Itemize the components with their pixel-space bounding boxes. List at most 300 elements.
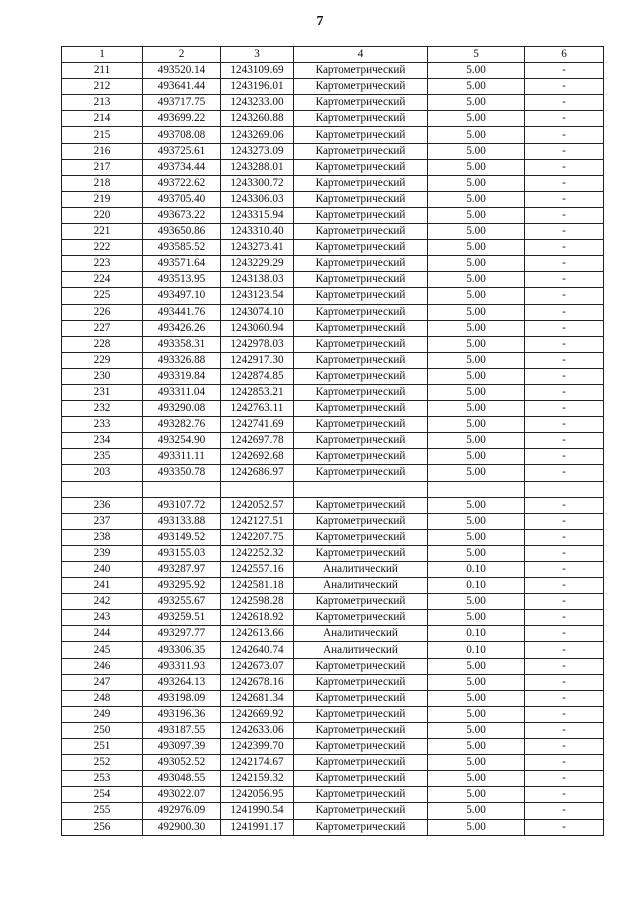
x-coordinate-cell: 493708.08 [143,127,221,143]
table-row [62,690,604,706]
y-coordinate-cell: 1242174.67 [221,755,294,771]
accuracy-cell: 5.00 [428,465,525,481]
y-coordinate-cell: 1242159.32 [221,771,294,787]
point-number-cell: 244 [62,626,143,642]
x-coordinate-cell: 493097.39 [143,739,221,755]
x-coordinate-cell: 493311.04 [143,384,221,400]
method-cell: Картометрический [294,513,428,529]
method-cell: Картометрический [294,545,428,561]
table-row [62,481,604,497]
y-coordinate-cell: 1243300.72 [221,175,294,191]
point-number-cell: 256 [62,819,143,835]
method-cell: Аналитический [294,578,428,594]
point-number-cell: 203 [62,465,143,481]
point-number-cell: 229 [62,352,143,368]
y-coordinate-cell: 1243060.94 [221,320,294,336]
method-cell: Картометрический [294,739,428,755]
note-cell: - [525,336,604,352]
column-header-2: 2 [143,47,221,63]
note-cell: - [525,819,604,835]
method-cell: Картометрический [294,240,428,256]
table-row [62,433,604,449]
note-cell: - [525,706,604,722]
x-coordinate-cell: 493254.90 [143,433,221,449]
table-row [62,207,604,223]
x-coordinate-cell: 493198.09 [143,690,221,706]
note-cell: - [525,159,604,175]
x-coordinate-cell: 493441.76 [143,304,221,320]
y-coordinate-cell: 1242673.07 [221,658,294,674]
x-coordinate-cell: 493350.78 [143,465,221,481]
coordinates-table [61,46,604,836]
point-number-cell: 227 [62,320,143,336]
page-number: 7 [316,14,324,29]
point-number-cell: 230 [62,368,143,384]
point-number-cell: 251 [62,739,143,755]
accuracy-cell: 5.00 [428,690,525,706]
accuracy-cell: 5.00 [428,497,525,513]
point-number-cell: 217 [62,159,143,175]
method-cell: Картометрический [294,63,428,79]
accuracy-cell: 5.00 [428,127,525,143]
note-cell: - [525,320,604,336]
column-header-1: 1 [62,47,143,63]
x-coordinate-cell: 493311.11 [143,449,221,465]
note-cell: - [525,352,604,368]
note-cell: - [525,191,604,207]
note-cell: - [525,803,604,819]
accuracy-cell [428,481,525,497]
x-coordinate-cell: 493022.07 [143,787,221,803]
note-cell: - [525,240,604,256]
method-cell: Картометрический [294,272,428,288]
table-row [62,288,604,304]
point-number-cell: 239 [62,545,143,561]
point-number-cell: 213 [62,95,143,111]
accuracy-cell: 5.00 [428,787,525,803]
table-row [62,610,604,626]
table-row [62,159,604,175]
point-number-cell: 250 [62,722,143,738]
note-cell: - [525,95,604,111]
method-cell: Картометрический [294,320,428,336]
note-cell: - [525,578,604,594]
x-coordinate-cell: 493287.97 [143,562,221,578]
x-coordinate-cell: 493107.72 [143,497,221,513]
method-cell: Картометрический [294,465,428,481]
y-coordinate-cell: 1242763.11 [221,401,294,417]
method-cell: Картометрический [294,256,428,272]
y-coordinate-cell: 1243273.09 [221,143,294,159]
method-cell: Картометрический [294,111,428,127]
method-cell: Картометрический [294,819,428,835]
note-cell: - [525,256,604,272]
table-row [62,304,604,320]
accuracy-cell: 5.00 [428,95,525,111]
point-number-cell: 228 [62,336,143,352]
y-coordinate-cell: 1242697.78 [221,433,294,449]
method-cell: Картометрический [294,401,428,417]
method-cell: Картометрический [294,191,428,207]
column-header-3: 3 [221,47,294,63]
note-cell: - [525,401,604,417]
y-coordinate-cell: 1243260.88 [221,111,294,127]
point-number-cell: 221 [62,224,143,240]
note-cell: - [525,384,604,400]
method-cell: Картометрический [294,95,428,111]
note-cell: - [525,449,604,465]
accuracy-cell: 5.00 [428,352,525,368]
x-coordinate-cell: 493650.86 [143,224,221,240]
note-cell: - [525,674,604,690]
table-row [62,642,604,658]
point-number-cell: 241 [62,578,143,594]
y-coordinate-cell [221,481,294,497]
point-number-cell: 211 [62,63,143,79]
accuracy-cell: 5.00 [428,288,525,304]
note-cell: - [525,143,604,159]
point-number-cell: 234 [62,433,143,449]
x-coordinate-cell: 493673.22 [143,207,221,223]
method-cell: Картометрический [294,449,428,465]
point-number-cell: 231 [62,384,143,400]
x-coordinate-cell: 493290.08 [143,401,221,417]
table-row [62,706,604,722]
point-number-cell: 255 [62,803,143,819]
table-row [62,256,604,272]
accuracy-cell: 5.00 [428,207,525,223]
x-coordinate-cell: 493497.10 [143,288,221,304]
table-row [62,143,604,159]
x-coordinate-cell: 493326.88 [143,352,221,368]
y-coordinate-cell: 1242399.70 [221,739,294,755]
x-coordinate-cell: 493048.55 [143,771,221,787]
method-cell: Картометрический [294,755,428,771]
table-row [62,562,604,578]
x-coordinate-cell [143,481,221,497]
point-number-cell: 237 [62,513,143,529]
y-coordinate-cell: 1242640.74 [221,642,294,658]
method-cell [294,481,428,497]
column-header-4: 4 [294,47,428,63]
point-number-cell: 233 [62,417,143,433]
accuracy-cell: 5.00 [428,272,525,288]
accuracy-cell: 0.10 [428,642,525,658]
point-number-cell: 248 [62,690,143,706]
point-number-cell: 212 [62,79,143,95]
x-coordinate-cell: 493264.13 [143,674,221,690]
x-coordinate-cell: 492976.09 [143,803,221,819]
method-cell: Картометрический [294,529,428,545]
point-number-cell: 214 [62,111,143,127]
x-coordinate-cell: 493358.31 [143,336,221,352]
method-cell: Картометрический [294,433,428,449]
note-cell: - [525,175,604,191]
method-cell: Картометрический [294,417,428,433]
y-coordinate-cell: 1242678.16 [221,674,294,690]
note-cell: - [525,658,604,674]
note-cell: - [525,288,604,304]
x-coordinate-cell: 493259.51 [143,610,221,626]
table-row [62,449,604,465]
table-row [62,320,604,336]
y-coordinate-cell: 1243109.69 [221,63,294,79]
note-cell: - [525,111,604,127]
point-number-cell: 249 [62,706,143,722]
note-cell [525,481,604,497]
point-number-cell: 235 [62,449,143,465]
note-cell: - [525,626,604,642]
y-coordinate-cell: 1242056.95 [221,787,294,803]
note-cell: - [525,207,604,223]
table-row [62,336,604,352]
point-number-cell: 240 [62,562,143,578]
x-coordinate-cell: 493133.88 [143,513,221,529]
x-coordinate-cell: 493717.75 [143,95,221,111]
point-number-cell: 236 [62,497,143,513]
accuracy-cell: 5.00 [428,320,525,336]
accuracy-cell: 5.00 [428,819,525,835]
note-cell: - [525,465,604,481]
accuracy-cell: 5.00 [428,79,525,95]
accuracy-cell: 5.00 [428,529,525,545]
note-cell: - [525,368,604,384]
table-row [62,63,604,79]
column-header-5: 5 [428,47,525,63]
y-coordinate-cell: 1242613.66 [221,626,294,642]
table-row [62,368,604,384]
y-coordinate-cell: 1242741.69 [221,417,294,433]
table-row [62,545,604,561]
method-cell: Картометрический [294,127,428,143]
point-number-cell: 226 [62,304,143,320]
table-row [62,626,604,642]
y-coordinate-cell: 1241991.17 [221,819,294,835]
x-coordinate-cell: 493722.62 [143,175,221,191]
method-cell: Картометрический [294,336,428,352]
table-row [62,578,604,594]
method-cell: Картометрический [294,674,428,690]
method-cell: Картометрический [294,288,428,304]
y-coordinate-cell: 1243306.03 [221,191,294,207]
accuracy-cell: 0.10 [428,562,525,578]
accuracy-cell: 5.00 [428,401,525,417]
accuracy-cell: 5.00 [428,513,525,529]
table-row [62,771,604,787]
note-cell: - [525,224,604,240]
y-coordinate-cell: 1242686.97 [221,465,294,481]
point-number-cell: 220 [62,207,143,223]
table-row [62,674,604,690]
table-row [62,722,604,738]
point-number-cell: 253 [62,771,143,787]
note-cell: - [525,690,604,706]
y-coordinate-cell: 1242252.32 [221,545,294,561]
table-row [62,465,604,481]
method-cell: Картометрический [294,497,428,513]
x-coordinate-cell: 493585.52 [143,240,221,256]
accuracy-cell: 5.00 [428,175,525,191]
method-cell: Картометрический [294,304,428,320]
table-row [62,111,604,127]
accuracy-cell: 5.00 [428,191,525,207]
note-cell: - [525,771,604,787]
point-number-cell: 247 [62,674,143,690]
y-coordinate-cell: 1242052.57 [221,497,294,513]
table-row [62,497,604,513]
y-coordinate-cell: 1243269.06 [221,127,294,143]
accuracy-cell: 5.00 [428,739,525,755]
x-coordinate-cell: 493255.67 [143,594,221,610]
y-coordinate-cell: 1242127.51 [221,513,294,529]
point-number-cell: 216 [62,143,143,159]
note-cell: - [525,417,604,433]
table-row [62,384,604,400]
point-number-cell: 219 [62,191,143,207]
accuracy-cell: 5.00 [428,368,525,384]
note-cell: - [525,79,604,95]
accuracy-cell: 5.00 [428,433,525,449]
x-coordinate-cell: 493187.55 [143,722,221,738]
y-coordinate-cell: 1242598.28 [221,594,294,610]
accuracy-cell: 5.00 [428,111,525,127]
table-row [62,401,604,417]
point-number-cell: 223 [62,256,143,272]
point-number-cell: 246 [62,658,143,674]
accuracy-cell: 5.00 [428,674,525,690]
note-cell: - [525,755,604,771]
x-coordinate-cell: 493513.95 [143,272,221,288]
y-coordinate-cell: 1243138.03 [221,272,294,288]
x-coordinate-cell: 493734.44 [143,159,221,175]
accuracy-cell: 5.00 [428,594,525,610]
x-coordinate-cell: 493297.77 [143,626,221,642]
y-coordinate-cell: 1242633.06 [221,722,294,738]
x-coordinate-cell: 493282.76 [143,417,221,433]
x-coordinate-cell: 493155.03 [143,545,221,561]
accuracy-cell: 5.00 [428,722,525,738]
table-row [62,739,604,755]
accuracy-cell: 5.00 [428,159,525,175]
method-cell: Аналитический [294,626,428,642]
table-row [62,240,604,256]
table-body [62,63,604,836]
note-cell: - [525,642,604,658]
x-coordinate-cell: 493052.52 [143,755,221,771]
table-row [62,513,604,529]
table-row [62,272,604,288]
y-coordinate-cell: 1243196.01 [221,79,294,95]
method-cell: Картометрический [294,352,428,368]
accuracy-cell: 5.00 [428,610,525,626]
x-coordinate-cell: 493705.40 [143,191,221,207]
y-coordinate-cell: 1243310.40 [221,224,294,240]
accuracy-cell: 0.10 [428,578,525,594]
x-coordinate-cell: 493571.64 [143,256,221,272]
y-coordinate-cell: 1242581.18 [221,578,294,594]
table-row [62,191,604,207]
note-cell: - [525,272,604,288]
method-cell: Картометрический [294,803,428,819]
x-coordinate-cell: 493426.26 [143,320,221,336]
note-cell: - [525,529,604,545]
table-row [62,787,604,803]
note-cell: - [525,562,604,578]
accuracy-cell: 0.10 [428,626,525,642]
point-number-cell: 242 [62,594,143,610]
point-number-cell: 215 [62,127,143,143]
method-cell: Картометрический [294,368,428,384]
accuracy-cell: 5.00 [428,63,525,79]
method-cell: Картометрический [294,594,428,610]
method-cell: Картометрический [294,384,428,400]
note-cell: - [525,433,604,449]
y-coordinate-cell: 1242692.68 [221,449,294,465]
x-coordinate-cell: 493641.44 [143,79,221,95]
y-coordinate-cell: 1243233.00 [221,95,294,111]
method-cell: Картометрический [294,658,428,674]
method-cell: Аналитический [294,562,428,578]
method-cell: Картометрический [294,143,428,159]
method-cell: Картометрический [294,79,428,95]
y-coordinate-cell: 1242618.92 [221,610,294,626]
table-row [62,819,604,835]
note-cell: - [525,127,604,143]
accuracy-cell: 5.00 [428,545,525,561]
method-cell: Картометрический [294,722,428,738]
accuracy-cell: 5.00 [428,449,525,465]
y-coordinate-cell: 1241990.54 [221,803,294,819]
table-row [62,79,604,95]
note-cell: - [525,787,604,803]
y-coordinate-cell: 1242207.75 [221,529,294,545]
table-row [62,127,604,143]
note-cell: - [525,722,604,738]
y-coordinate-cell: 1243288.01 [221,159,294,175]
y-coordinate-cell: 1243273.41 [221,240,294,256]
column-header-6: 6 [525,47,604,63]
note-cell: - [525,304,604,320]
accuracy-cell: 5.00 [428,658,525,674]
x-coordinate-cell: 493149.52 [143,529,221,545]
x-coordinate-cell: 493311.93 [143,658,221,674]
x-coordinate-cell: 493520.14 [143,63,221,79]
accuracy-cell: 5.00 [428,240,525,256]
y-coordinate-cell: 1243315.94 [221,207,294,223]
x-coordinate-cell: 492900.30 [143,819,221,835]
x-coordinate-cell: 493295.92 [143,578,221,594]
point-number-cell: 225 [62,288,143,304]
method-cell: Картометрический [294,159,428,175]
accuracy-cell: 5.00 [428,755,525,771]
y-coordinate-cell: 1243229.29 [221,256,294,272]
x-coordinate-cell: 493319.84 [143,368,221,384]
accuracy-cell: 5.00 [428,771,525,787]
point-number-cell: 222 [62,240,143,256]
point-number-cell: 252 [62,755,143,771]
method-cell: Картометрический [294,224,428,240]
method-cell: Картометрический [294,690,428,706]
point-number-cell: 254 [62,787,143,803]
method-cell: Картометрический [294,175,428,191]
method-cell: Аналитический [294,642,428,658]
accuracy-cell: 5.00 [428,417,525,433]
point-number-cell: 232 [62,401,143,417]
y-coordinate-cell: 1242557.16 [221,562,294,578]
y-coordinate-cell: 1242978.03 [221,336,294,352]
note-cell: - [525,63,604,79]
accuracy-cell: 5.00 [428,336,525,352]
